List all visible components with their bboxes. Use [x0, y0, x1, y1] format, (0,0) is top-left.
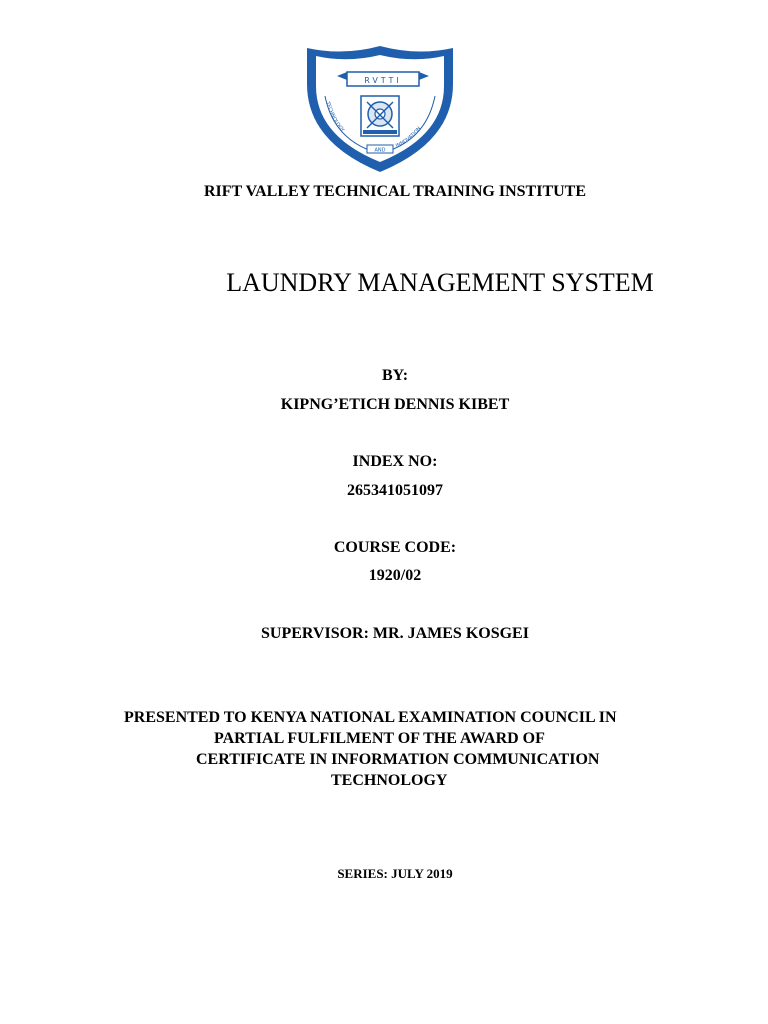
course-code: 1920/02	[368, 567, 422, 584]
project-title: LAUNDRY MANAGEMENT SYSTEM	[226, 268, 654, 297]
supervisor: SUPERVISOR: MR. JAMES KOSGEI	[261, 625, 529, 642]
logo-left-arc-text: TECHNOLOGY	[324, 101, 346, 134]
presented-line: TECHNOLOGY	[331, 772, 448, 789]
presented-line: CERTIFICATE IN INFORMATION COMMUNICATION	[196, 751, 600, 768]
logo-right-arc-text: INNOVATION	[394, 125, 423, 150]
index-number: 265341051097	[347, 482, 443, 499]
logo-bottom-text: AND	[374, 147, 386, 154]
author-name: KIPNG’ETICH DENNIS KIBET	[280, 396, 510, 413]
series: SERIES: JULY 2019	[337, 866, 453, 881]
logo-top-text: RVTTI	[364, 76, 402, 85]
institute-name: RIFT VALLEY TECHNICAL TRAINING INSTITUTE	[203, 183, 587, 200]
course-code-label: COURSE CODE:	[333, 539, 457, 556]
by-label: BY:	[381, 367, 409, 384]
institute-logo	[303, 44, 457, 174]
presented-line: PRESENTED TO KENYA NATIONAL EXAMINATION COUNCIL IN	[124, 709, 617, 726]
presented-line: PARTIAL FULFILMENT OF THE AWARD OF	[214, 730, 545, 747]
index-label: INDEX NO:	[352, 453, 438, 470]
